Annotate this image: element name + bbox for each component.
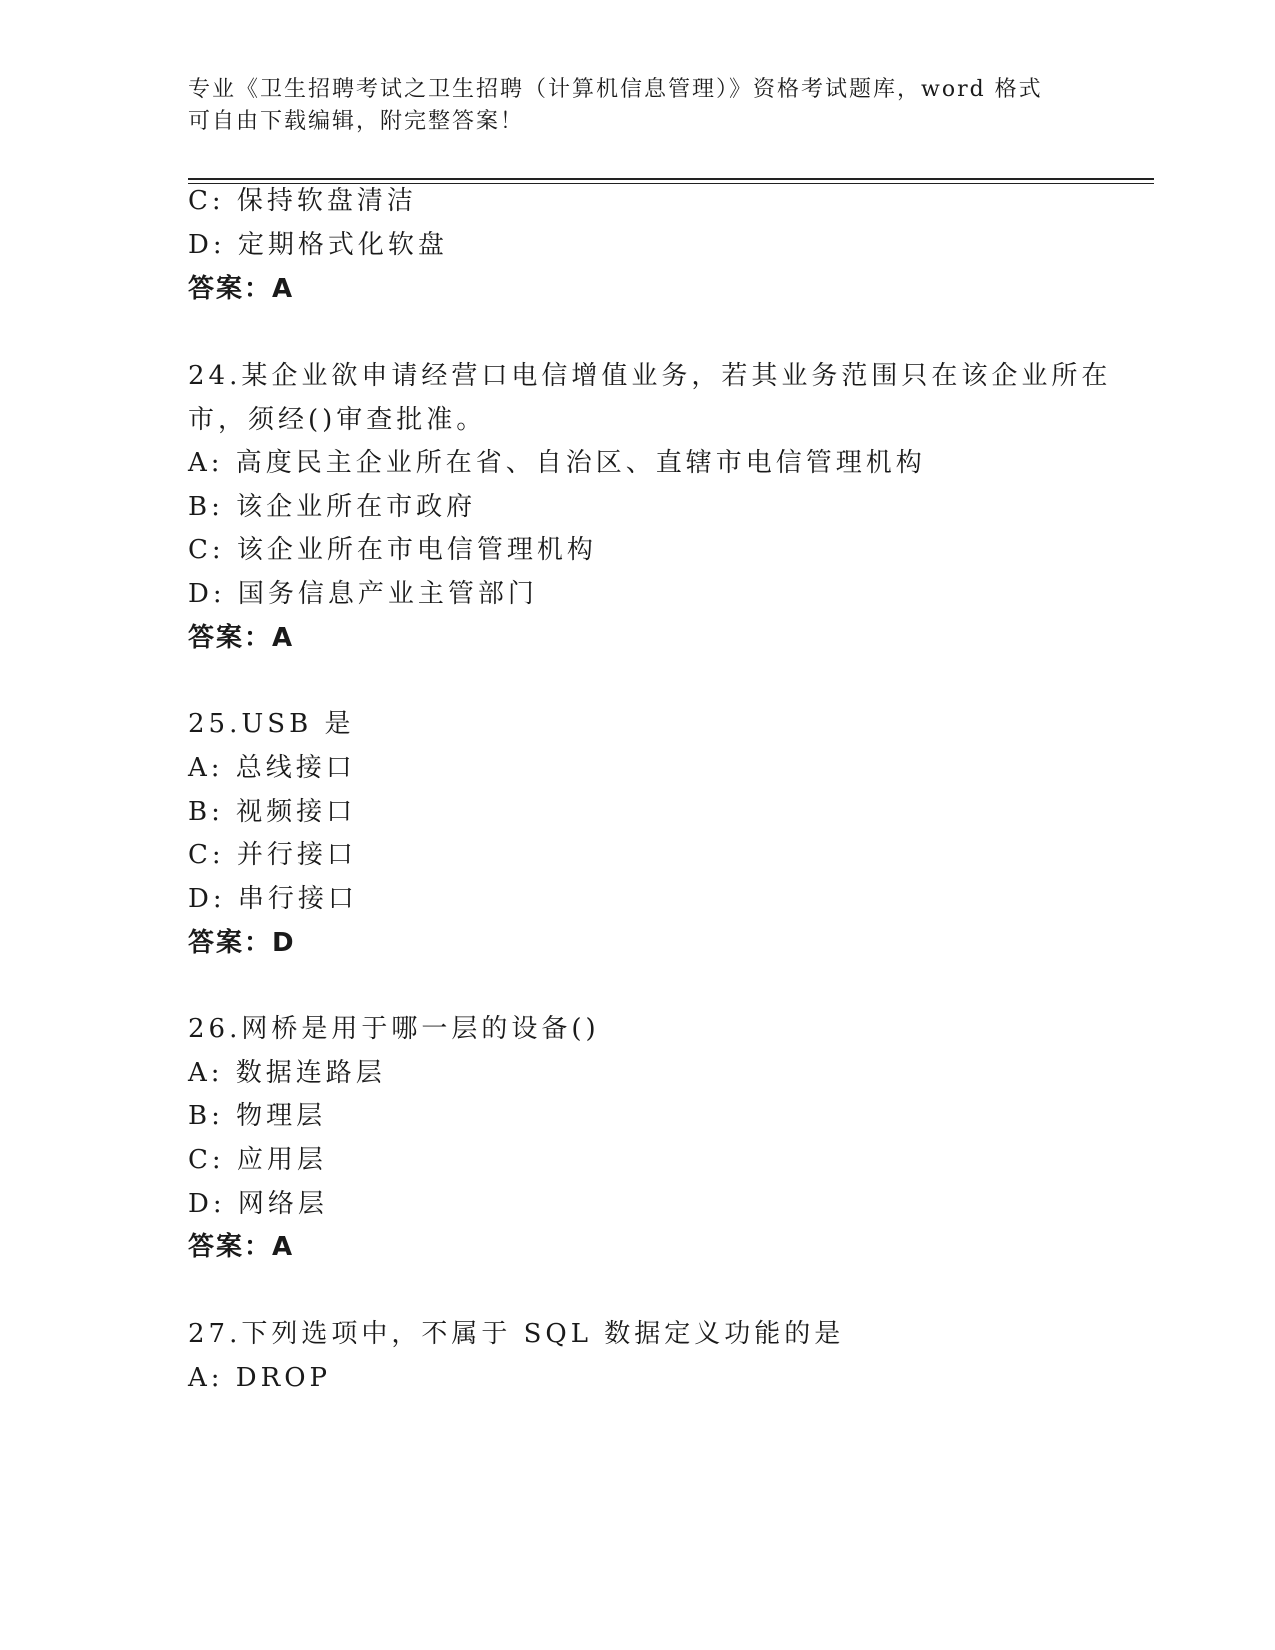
q24-answer: 答案：A <box>188 623 295 653</box>
header-line-1: 专业《卫生招聘考试之卫生招聘（计算机信息管理）》资格考试题库，word 格式 <box>188 77 1043 102</box>
q26-option-a: A: 数据连路层 <box>188 1058 386 1088</box>
q26-option-b: B: 物理层 <box>188 1101 327 1131</box>
q24-stem-line-1: 24.某企业欲申请经营口电信增值业务，若其业务范围只在该企业所在 <box>188 361 1112 391</box>
q27-stem: 27.下列选项中，不属于 SQL 数据定义功能的是 <box>188 1319 845 1349</box>
q25-stem: 25.USB 是 <box>188 709 355 739</box>
q26-option-c: C: 应用层 <box>188 1145 327 1175</box>
q26-answer: 答案：A <box>188 1232 295 1262</box>
q25-option-c: C: 并行接口 <box>188 840 357 870</box>
q25-answer: 答案：D <box>188 928 296 958</box>
q24-stem-line-2: 市，须经()审查批准。 <box>188 405 487 435</box>
q25-option-a: A: 总线接口 <box>188 753 356 783</box>
q23-option-c: C: 保持软盘清洁 <box>188 186 417 216</box>
q24-option-a: A: 高度民主企业所在省、自治区、直辖市电信管理机构 <box>188 448 926 478</box>
q26-stem: 26.网桥是用于哪一层的设备() <box>188 1014 600 1044</box>
q25-option-d: D: 串行接口 <box>188 884 358 914</box>
document-header <box>188 74 1088 138</box>
header-divider-thick <box>188 178 1154 180</box>
q24-option-b: B: 该企业所在市政府 <box>188 492 477 522</box>
q26-option-d: D: 网络层 <box>188 1189 328 1219</box>
q23-option-d: D: 定期格式化软盘 <box>188 230 448 260</box>
header-line-2: 可自由下载编辑，附完整答案！ <box>188 109 525 134</box>
q25-option-b: B: 视频接口 <box>188 797 357 827</box>
q24-option-c: C: 该企业所在市电信管理机构 <box>188 535 597 565</box>
q23-answer: 答案：A <box>188 274 295 304</box>
q27-option-a: A: DROP <box>188 1363 332 1393</box>
q24-option-d: D: 国务信息产业主管部门 <box>188 579 538 609</box>
